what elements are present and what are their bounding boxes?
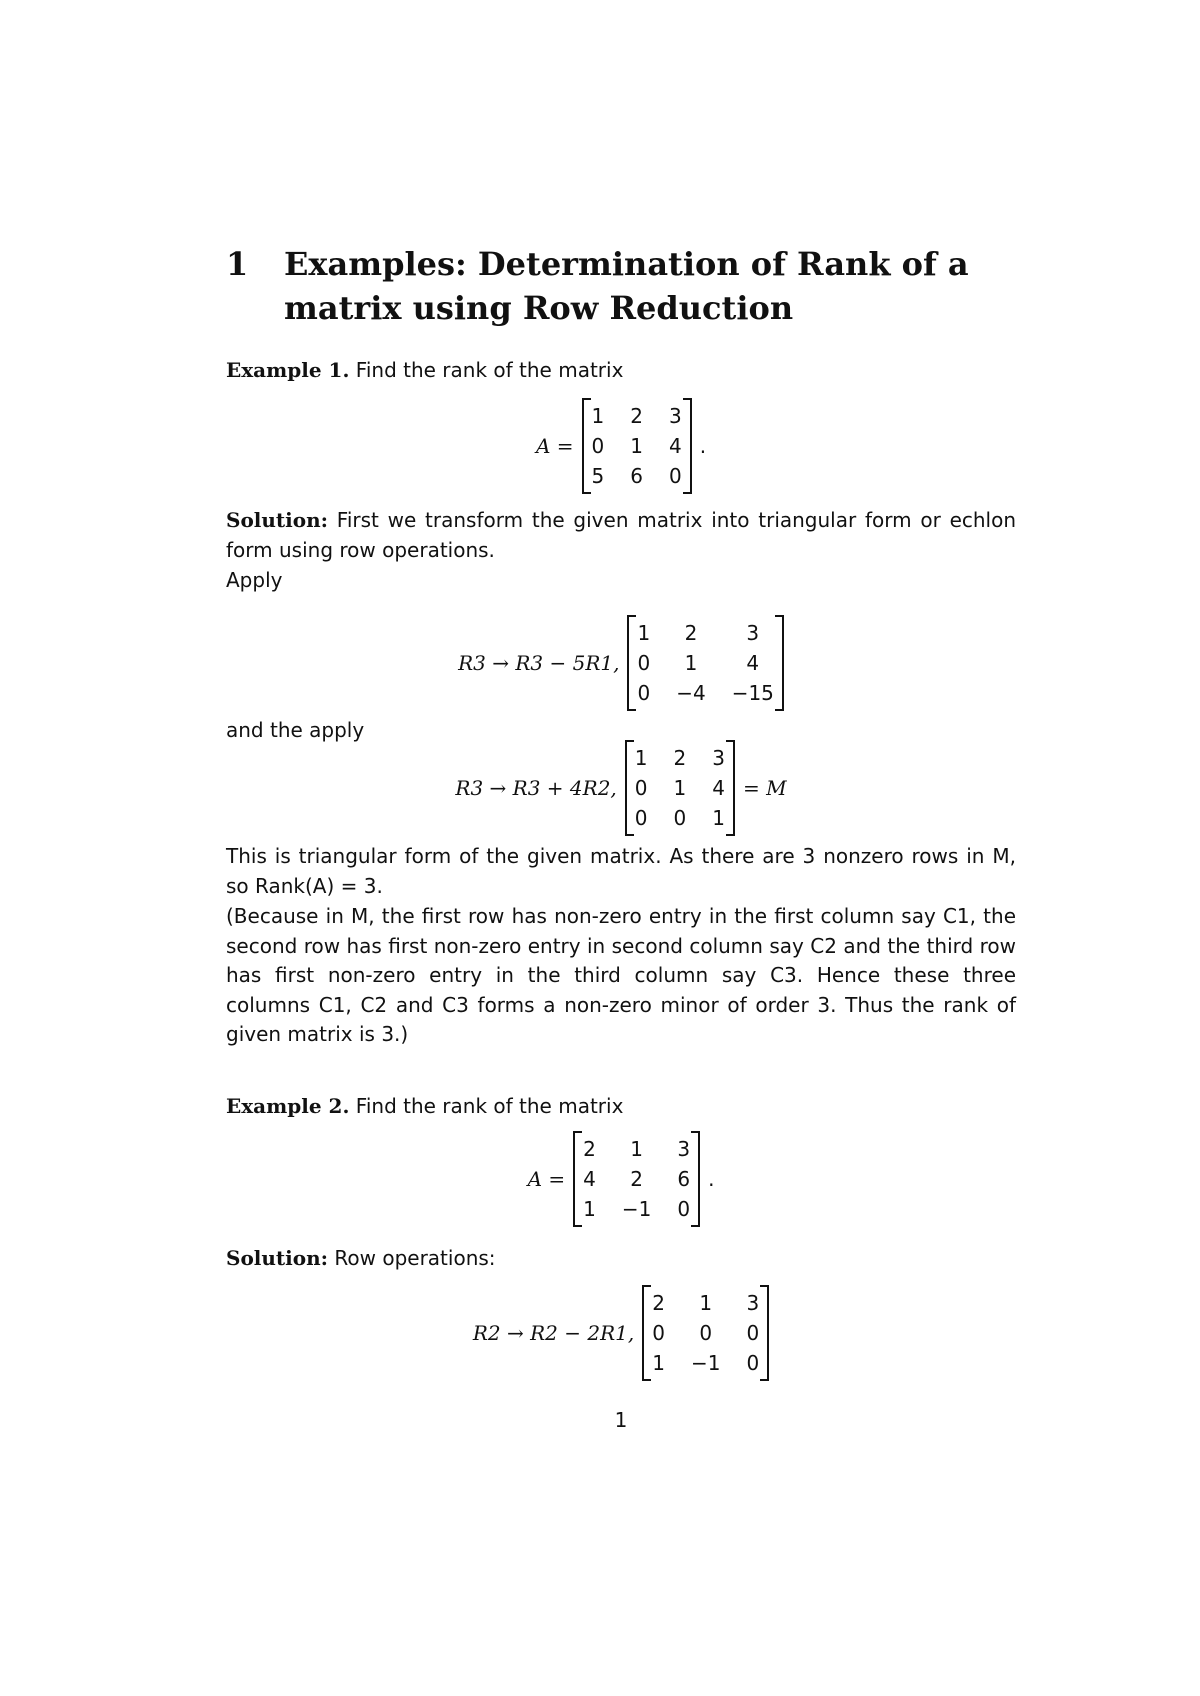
equation-rhs: . [708,1167,715,1191]
example-1-prompt-text: Find the rank of the matrix [355,358,624,382]
matrix-a [582,398,692,494]
solution-label: Solution: [226,1246,329,1270]
matrix-cell: 2 [630,1167,643,1191]
equals-m: = M [743,776,787,800]
matrix-cell: 2 [630,404,643,428]
equation-lhs: A = [535,434,574,458]
matrix-cell: 0 [746,1351,760,1375]
matrix-cell: 1 [652,1351,665,1375]
example-2-prompt-text: Find the rank of the matrix [355,1094,624,1118]
matrix-cell: 0 [673,806,687,830]
example-1-solution [226,506,1016,565]
matrix-cell: 1 [591,404,605,428]
matrix-cell: 5 [591,464,605,488]
matrix-cell: 1 [684,651,698,675]
document-page [226,0,1016,1696]
example-1-conclusion: This is triangular form of the given matrix. As there are 3 nonzero rows in M, so Rank(A) = 3. [226,844,1016,898]
matrix-cell: −1 [621,1197,652,1221]
row-operation-label: R3 → R3 − 5R1, [458,651,620,675]
matrix-cell: 2 [652,1291,665,1315]
matrix-cell: 4 [583,1167,596,1191]
matrix-cell: 2 [684,621,698,645]
matrix-cell: 0 [668,464,682,488]
row-operation-label: R3 → R3 + 4R2, [455,776,617,800]
matrix-cell: 3 [668,404,682,428]
matrix-cell: 0 [677,1197,691,1221]
solution-text: Row operations: [334,1246,496,1270]
section-number: 1 [226,245,249,283]
matrix-cell: 0 [634,806,648,830]
matrix-cell: 2 [673,746,687,770]
matrix-cell: 1 [673,776,687,800]
example-1-explanation: (Because in M, the first row has non-zero entry in the first column say C1, the second row has first non-zero entry in second column say C2 and the third row has first non-zero entry in the third column say C3. Hence these three columns C1, C2 and C3 forms a non-zero minor of order 3. Thus the rank of given matrix is 3.) [226,904,1016,1047]
matrix-step-2 [625,740,735,836]
matrix-cell: 1 [583,1197,596,1221]
page-number: 1 [614,1408,628,1432]
matrix-cell: 1 [630,434,643,458]
equation-rhs: . [699,434,707,458]
matrix-cell: 0 [591,434,605,458]
matrix-step-1 [627,615,783,711]
matrix-cell: 4 [668,434,682,458]
row-operation-1 [226,615,1016,711]
row-operation-2 [226,740,1016,836]
matrix-cell: 4 [712,776,725,800]
matrix-cell: 1 [637,621,651,645]
matrix-cell: 1 [712,806,725,830]
matrix-cell: 1 [699,1291,713,1315]
section-title: Examples: Determination of Rank of a matrix using Row Reduction [284,245,969,327]
solution-label: Solution: [226,508,329,532]
example-2-label: Example 2. [226,1094,350,1118]
matrix-step-2-1 [642,1285,769,1381]
example-2-prompt [226,1092,1016,1122]
equation-lhs: A = [527,1167,566,1191]
matrix-cell: 3 [746,621,760,645]
matrix-cell: 0 [637,681,651,705]
example-2-matrix-equation [226,1131,1016,1227]
solution-text: First we transform the given matrix into triangular form or echlon form using row operations. [226,508,1017,562]
matrix-cell: −1 [690,1351,721,1375]
example-2-row-operation-1 [226,1285,1016,1381]
example-1-matrix-equation [226,398,1016,494]
matrix-cell: 0 [652,1321,665,1345]
matrix-cell: 0 [699,1321,713,1345]
example-1-prompt [226,356,1016,386]
example-2-solution [226,1244,1016,1274]
matrix-cell: 4 [746,651,760,675]
matrix-a-2 [573,1131,700,1227]
matrix-cell: 6 [630,464,643,488]
and-apply-text: and the apply [226,718,365,742]
matrix-cell: 0 [637,651,651,675]
row-operation-label: R2 → R2 − 2R1, [472,1321,635,1345]
matrix-cell: 2 [583,1137,596,1161]
matrix-cell: 3 [712,746,725,770]
matrix-cell: 3 [746,1291,760,1315]
matrix-cell: −4 [676,681,706,705]
apply-text: Apply [226,568,283,592]
example-1-label: Example 1. [226,358,350,382]
matrix-cell: 0 [634,776,648,800]
matrix-cell: 1 [634,746,648,770]
matrix-cell: −15 [731,681,774,705]
matrix-cell: 3 [677,1137,691,1161]
matrix-cell: 0 [746,1321,760,1345]
matrix-cell: 1 [630,1137,643,1161]
matrix-cell: 6 [677,1167,691,1191]
